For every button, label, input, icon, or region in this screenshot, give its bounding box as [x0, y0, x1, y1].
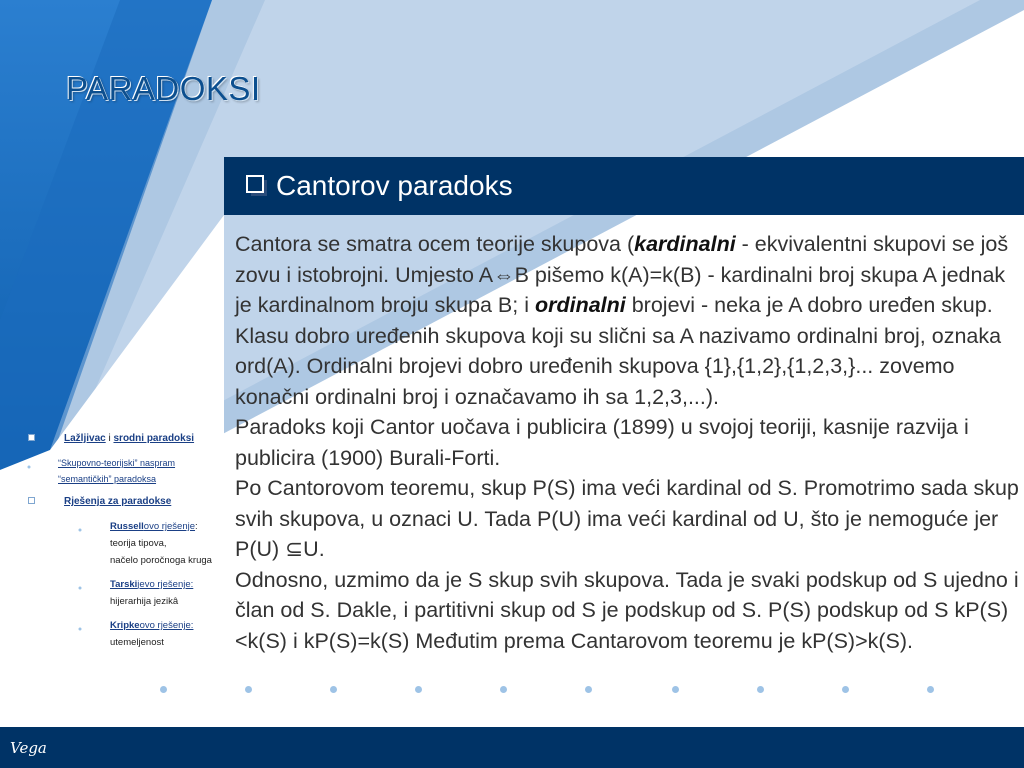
nav-subitem-semantic	[20, 455, 225, 484]
footer-bar	[0, 727, 1024, 768]
term-ordinalni: ordinalni	[534, 293, 626, 317]
nav-subitem-russell: Russellovo rješenje: teorija tipova, načelo poročnoga kruga	[20, 518, 225, 534]
dot-icon	[160, 686, 167, 693]
lazljivac-link[interactable]: Lažljivac	[64, 433, 106, 444]
russell-link[interactable]: Russell	[110, 521, 144, 532]
nav-subitem-kripke: Kripkeovo rješenje: utemeljenost	[20, 617, 225, 633]
section-title: Cantorov paradoks	[276, 170, 513, 201]
dot-icon	[245, 686, 252, 693]
nav-item-lazljivac: Lažljivac i srodni paradoksi	[20, 431, 225, 447]
nav-subitem-tarski: Tarskijevo rješenje: hijerarhija jezikâ	[20, 576, 225, 592]
tarski-link[interactable]: Tarski	[110, 579, 138, 590]
dot-bullet-icon	[78, 623, 88, 633]
paragraph-history: Paradoks koji Cantor uočava i publicira (1899) u svojoj teoriji, kasnije razvija i publicira (1900) Burali-Forti.	[235, 415, 969, 470]
kripke-link[interactable]: Kripke	[110, 620, 140, 631]
paragraph-theorem: Po Cantorovom teoremu, skup P(S) ima veći kardinal od S. Promotrimo sada skup svih skupova, u oznaci U. Tada P(U) ima veći kardinal od U, što je nemoguće jer P(U) ⊆U.	[235, 476, 1019, 561]
dot-icon	[415, 686, 422, 693]
section-header-bar	[224, 157, 1024, 215]
dot-bullet-icon	[27, 461, 37, 471]
checkbox-icon	[246, 175, 268, 197]
footer-logo: Vega	[10, 739, 47, 757]
semantic-paradoxes-link[interactable]: “Skupovno-teorijski” naspram	[58, 458, 176, 468]
dot-icon	[330, 686, 337, 693]
srodni-paradoksi-link[interactable]: srodni paradoksi	[113, 433, 195, 444]
dot-icon	[757, 686, 764, 693]
russell-solution-link[interactable]: ovo rješenje	[143, 521, 196, 532]
square-bullet-icon	[28, 497, 38, 507]
semantic-paradoxes-link-line2[interactable]: “semantičkih” paradoksa	[58, 474, 157, 484]
dot-icon	[842, 686, 849, 693]
paragraph-conclusion: Odnosno, uzmimo da je S skup svih skupova. Tada je svaki podskup od S ujedno i član od S. Dakle, i partitivni skup od S je podskup od S. P(S) podskup od S kP(S)<k(S) i kP(S)=k(S) Međutim prema Cantarovom teoremu je kP(S)>k(S).	[235, 567, 1019, 653]
page-title: PARADOKSI	[66, 70, 261, 107]
decorative-dot-row	[160, 686, 950, 696]
rjesenja-link[interactable]: Rješenja za paradokse	[64, 496, 172, 507]
square-bullet-icon	[28, 434, 38, 444]
dot-icon	[500, 686, 507, 693]
equivalence-symbol: ⇔	[493, 262, 515, 287]
dot-icon	[927, 686, 934, 693]
dot-icon	[585, 686, 592, 693]
dot-bullet-icon	[78, 582, 88, 592]
dot-icon	[672, 686, 679, 693]
nav-item-rjesenja	[20, 494, 225, 510]
dot-bullet-icon	[78, 524, 88, 534]
tarski-solution-link[interactable]: jevo rješenje:	[137, 579, 194, 590]
term-kardinalni: kardinalni	[634, 232, 736, 256]
kripke-solution-link[interactable]: ovo rješenje:	[139, 620, 194, 631]
body-text	[235, 229, 1021, 656]
paragraph-definition: Cantora se smatra ocem teorije skupova (kardinalni - ekvivalentni skupovi se još zovu i istobrojni. Umjesto A⇔B pišemo k(A)=k(B) - kardinalni broj skupa A jednak je kardinalnom broju skupa B; i ordinalni brojevi - neka je A dobro uređen skup. Klasu dobro uređenih skupova koji su slični sa A nazivamo ordinalni broj, oznaka ord(A). Ordinalni brojevi dobro uređenih skupova {1},{1,2},{1,2,3,}... zovemo konačni ordinalni broj i označavamo ih sa 1,2,3,...).	[235, 232, 1009, 409]
